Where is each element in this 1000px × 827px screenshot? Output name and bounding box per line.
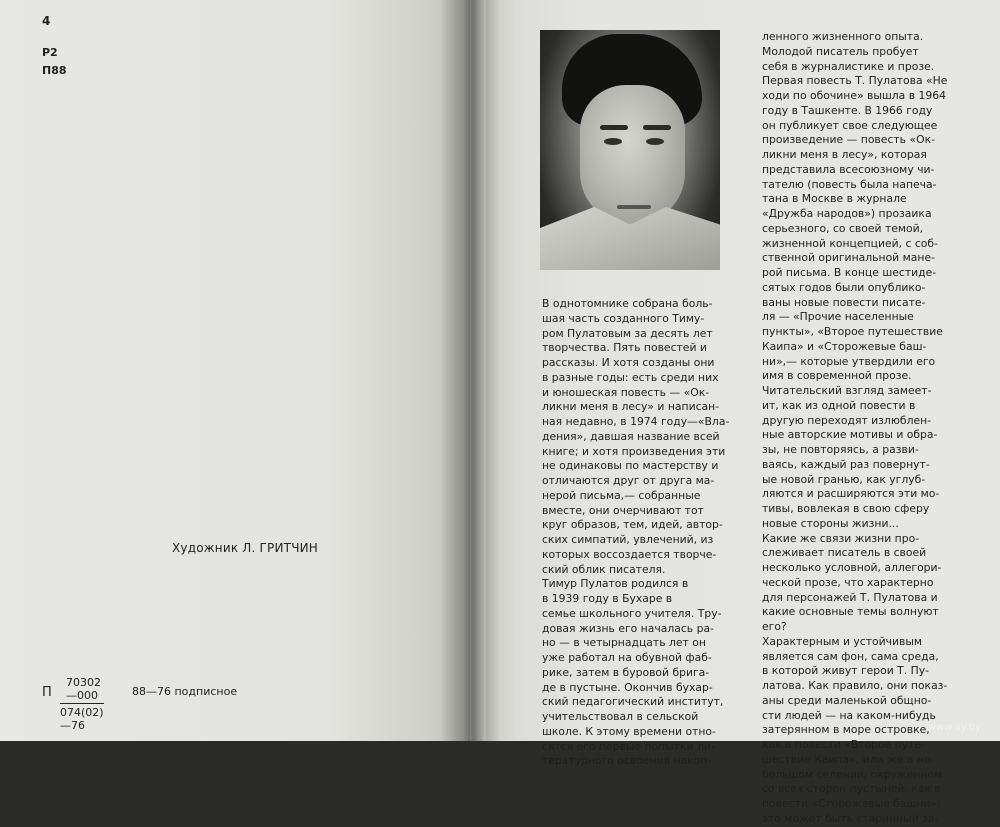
- price-denominator: 074(02)—76: [60, 706, 104, 732]
- text-line: представила всесоюзному чи-: [762, 162, 935, 176]
- text-line: другую переходят излюблен-: [762, 413, 932, 427]
- text-line: вместе, они очерчивают тот: [542, 503, 704, 517]
- text-line: в 1939 году в Бухаре в: [542, 592, 673, 605]
- text-line: его?: [762, 620, 787, 633]
- text-line: Тимур Пулатов родился в: [542, 577, 689, 591]
- text-line: аны среди маленькой общно-: [762, 693, 932, 707]
- text-line: как в повести «Второе путе-: [762, 738, 925, 751]
- text-line: ваны новые повести писате-: [762, 295, 926, 309]
- text-line: де в пустыне. Окончив бухар-: [542, 680, 713, 694]
- text-line: дения», давшая название всей: [542, 429, 720, 443]
- text-line: довая жизнь его началась ра-: [542, 621, 714, 635]
- text-line: ные авторские мотивы и обра-: [762, 428, 938, 442]
- text-line: ит, как из одной повести в: [762, 398, 916, 412]
- text-line: пункты», «Второе путешествие: [762, 325, 943, 338]
- text-line: произведение — повесть «Ок-: [762, 133, 935, 147]
- text-line: со всех сторон пустыней, как в: [762, 782, 941, 796]
- price-suffix: 88—76 подписное: [132, 685, 238, 698]
- text-line: Каипа» и «Сторожевые баш-: [762, 339, 927, 353]
- author-portrait: [540, 30, 720, 268]
- text-line: тана в Москве в журнале: [762, 192, 907, 206]
- text-line: году в Ташкенте. В 1966 году: [762, 103, 933, 117]
- text-line: слеживает писатель в своей: [762, 546, 927, 560]
- text-line: учительствовал в сельской: [542, 710, 699, 723]
- text-line: шая часть созданного Тиму-: [542, 311, 705, 325]
- text-line: ходи по обочине» вышла в 1964: [762, 89, 947, 102]
- text-line: жизненной концепцией, с соб-: [762, 236, 938, 250]
- text-column-right: [762, 30, 948, 827]
- text-line: в разные годы: есть среди них: [542, 370, 719, 384]
- text-line: нерой письма,— собранные: [542, 488, 701, 502]
- text-line: творчества. Пять повестей и: [542, 341, 707, 355]
- text-line: ликни меня в лесу» и написан-: [542, 400, 720, 414]
- text-line: ских симпатий, увлечений, из: [542, 533, 714, 546]
- text-line: для персонажей Т. Пулатова и: [762, 590, 938, 604]
- price-fraction: [60, 676, 104, 732]
- text-line: сти людей — на каком-нибудь: [762, 708, 936, 722]
- text-line: не одинаковы по мастерству и: [542, 459, 719, 473]
- text-line: серьезного, со своей темой,: [762, 221, 924, 235]
- text-line: латова. Как правило, они показ-: [762, 679, 948, 692]
- text-line: ский педагогический институт,: [542, 695, 724, 709]
- text-line: это может быть старинный за-: [762, 811, 939, 825]
- text-line: круг образов, тем, идей, автор-: [542, 518, 723, 532]
- text-line: ственной оригинальной мане-: [762, 251, 935, 265]
- text-line: имя в современной прозе.: [762, 369, 912, 383]
- text-line: тературного освоения накоп-: [542, 754, 712, 768]
- text-line: но — в четырнадцать лет он: [542, 636, 706, 650]
- text-line: семье школьного учителя. Тру-: [542, 606, 722, 620]
- text-line: и юношеская повесть — «Ок-: [542, 385, 710, 399]
- text-line: ые новой гранью, как углуб-: [762, 472, 926, 486]
- text-column-left: [542, 297, 730, 769]
- text-line: школе. К этому времени отно-: [542, 724, 716, 738]
- text-line: несколько условной, аллегори-: [762, 561, 942, 574]
- text-line: ром Пулатовым за десять лет: [542, 326, 713, 340]
- text-line: Первая повесть Т. Пулатова «Не: [762, 74, 948, 88]
- text-line: отличаются друг от друга ма-: [542, 474, 715, 487]
- text-line: Молодой писатель пробует: [762, 44, 919, 58]
- text-line: сятся его первые попытки ли-: [542, 739, 715, 753]
- text-line: затерянном в море островке,: [762, 723, 930, 737]
- text-line: ваясь, каждый раз повернут-: [762, 457, 930, 471]
- text-line: ленного жизненного опыта.: [762, 30, 924, 43]
- watermark: www.ay.by: [928, 722, 981, 733]
- text-line: Читательский взгляд замеет-: [762, 384, 932, 397]
- text-line: тивы, вовлекая в свою сферу: [762, 502, 930, 515]
- text-line: ная недавно, в 1974 году—«Вла-: [542, 415, 730, 428]
- text-line: «Дружба народов») прозаика: [762, 207, 932, 220]
- text-line: он публикует свое следующее: [762, 118, 938, 132]
- text-line: зы, не повторяясь, а разви-: [762, 443, 919, 456]
- text-line: которых воссоздается творче-: [542, 547, 717, 561]
- text-line: ский облик писателя.: [542, 562, 666, 576]
- text-line: новые стороны жизни...: [762, 516, 899, 530]
- text-line: большом селении, окруженном: [762, 767, 943, 781]
- text-line: рике, затем в буровой брига-: [542, 665, 710, 679]
- text-line: Какие же связи жизни про-: [762, 531, 920, 545]
- text-line: ческой прозе, что характерно: [762, 575, 934, 589]
- text-line: шествие Каипа», или же в не-: [762, 752, 935, 766]
- text-line: тателю (повесть была напеча-: [762, 177, 937, 191]
- book-gutter: [440, 0, 500, 741]
- author-index-code: П88: [42, 64, 67, 77]
- artist-credit: Художник Л. ГРИТЧИН: [172, 541, 319, 555]
- left-page: [0, 0, 470, 741]
- text-line: ляются и расширяются эти мо-: [762, 487, 940, 501]
- text-line: рассказы. И хотя созданы они: [542, 356, 715, 369]
- text-line: является сам фон, сама среда,: [762, 649, 939, 663]
- text-line: ликни меня в лесу», которая: [762, 148, 927, 161]
- text-line: книге; и хотя произведения эти: [542, 444, 726, 458]
- page-number: 4: [42, 14, 51, 28]
- text-line: сятых годов были опублико-: [762, 280, 926, 294]
- text-line: в которой живут герои Т. Пу-: [762, 664, 930, 678]
- text-line: В однотомнике собрана боль-: [542, 297, 713, 310]
- text-line: повести «Сторожевые башни»;: [762, 797, 941, 810]
- text-line: ля — «Прочие населенные: [762, 310, 914, 324]
- text-line: рой письма. В конце шестиде-: [762, 266, 937, 279]
- classification-code: Р2: [42, 46, 58, 59]
- text-line: Характерным и устойчивым: [762, 634, 923, 648]
- text-line: ни»,— которые утвердили его: [762, 354, 936, 368]
- text-line: себя в журналистике и прозе.: [762, 59, 935, 73]
- text-line: какие основные темы волнуют: [762, 605, 939, 619]
- text-line: уже работал на обувной фаб-: [542, 651, 712, 664]
- price-numerator: 70302—000: [60, 676, 104, 704]
- price-prefix: П: [42, 685, 52, 700]
